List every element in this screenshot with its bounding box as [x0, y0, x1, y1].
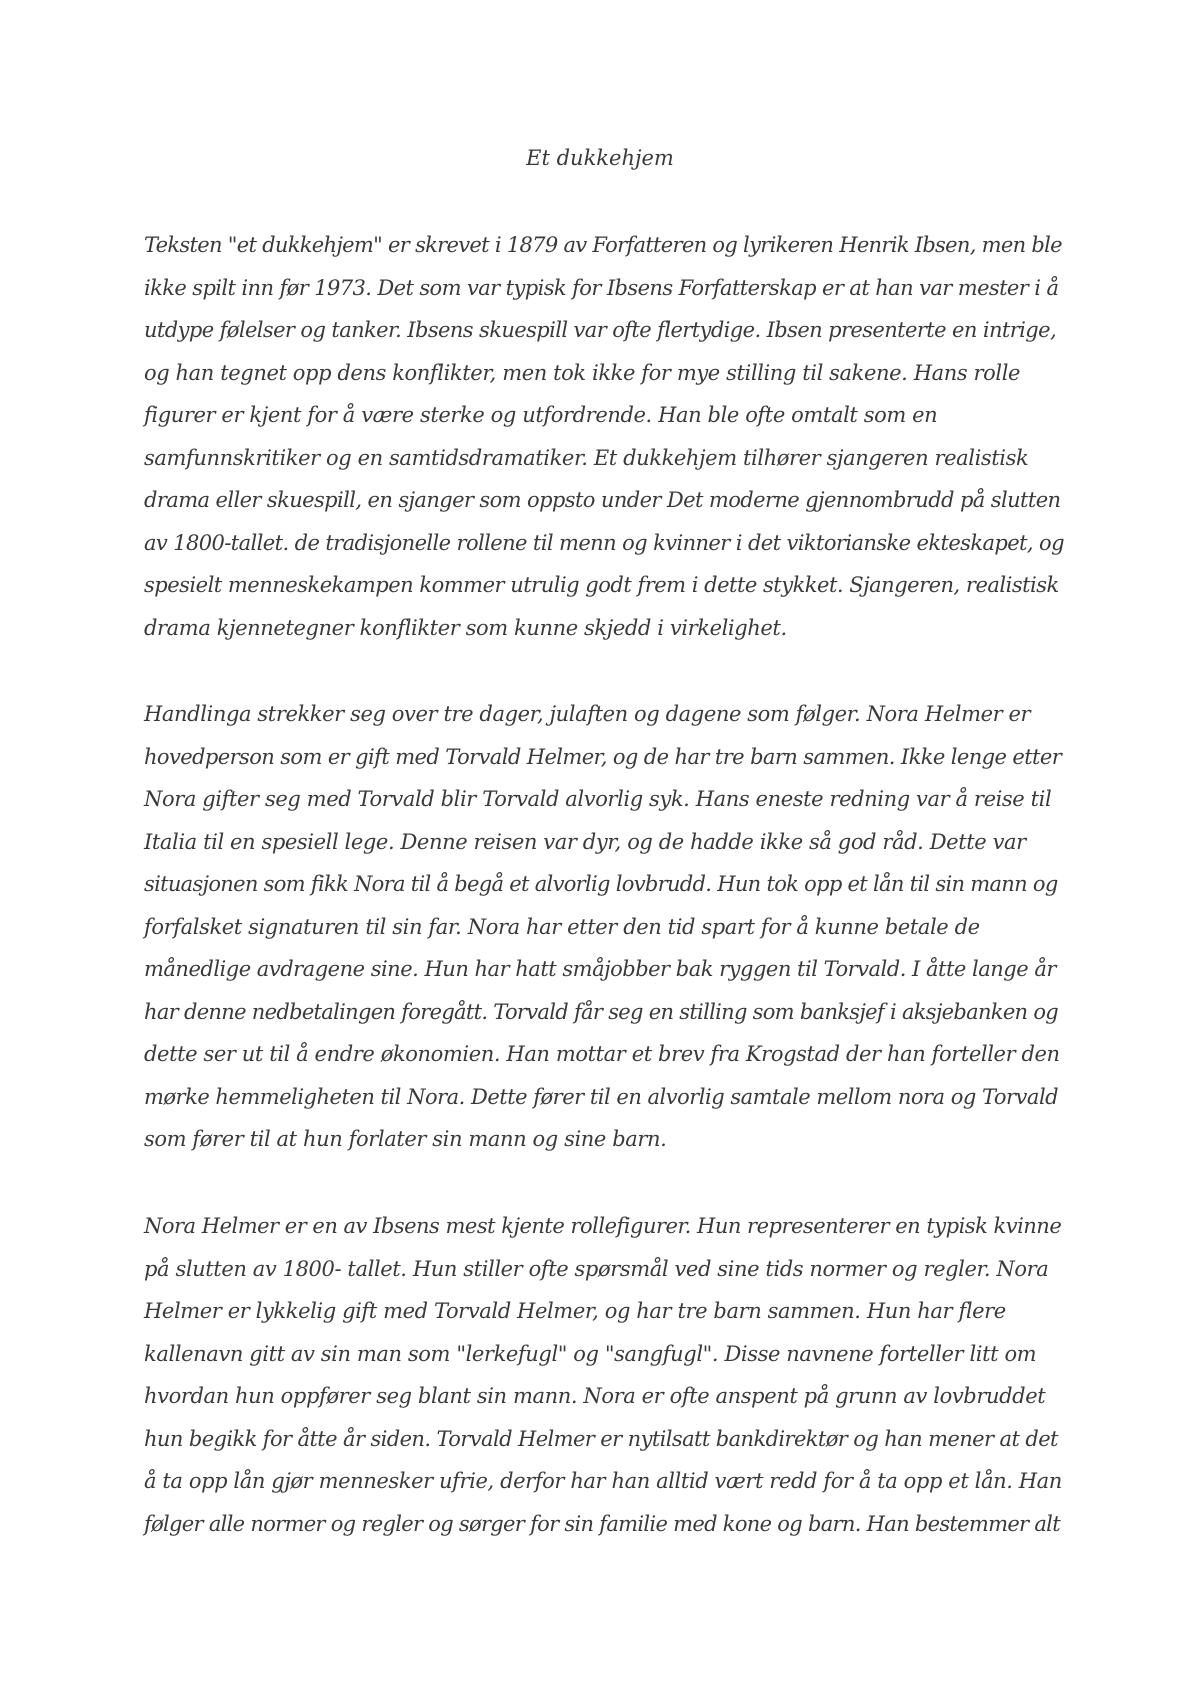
paragraph-line: Italia til en spesiell lege. Denne reisen var dyr, og de hadde ikke så god råd. Dette var	[144, 829, 1026, 854]
paragraph-line: som fører til at hun forlater sin mann og sine barn.	[144, 1127, 667, 1151]
paragraph-line: Handlinga strekker seg over tre dager, julaften og dagene som følger. Nora Helmer er	[144, 702, 1031, 726]
paragraph-line: og han tegnet opp dens konflikter, men tok ikke for mye stilling til sakene. Hans rolle	[144, 360, 1021, 385]
paragraph-1	[144, 224, 1064, 649]
paragraph-line: drama kjennetegner konflikter som kunne skjedd i virkelighet.	[144, 615, 787, 640]
document-title: Et dukkehjem	[526, 146, 674, 170]
paragraph-line: samfunnskritiker og en samtidsdramatiker. Et dukkehjem tilhører sjangeren realistisk	[144, 445, 1029, 470]
paragraph-line: situasjonen som fikk Nora til å begå et alvorlig lovbrudd. Hun tok opp et lån til sin mann og	[144, 872, 1058, 896]
paragraph-line: har denne nedbetalingen foregått. Torvald får seg en stilling som banksjef i aksjebanken og	[144, 999, 1059, 1024]
paragraph-line: av 1800-tallet. de tradisjonelle rollene til menn og kvinner i det viktorianske ekteskapet, og	[144, 530, 1064, 555]
paragraph-line: hun begikk for åtte år siden. Torvald Helmer er nytilsatt bankdirektør og han mener at det	[144, 1426, 1058, 1451]
paragraph-line: utdype følelser og tanker. Ibsens skuespill var ofte flertydige. Ibsen presenterte en intrige,	[144, 318, 1057, 342]
paragraph-line: månedlige avdragene sine. Hun har hatt småjobber bak ryggen til Torvald. I åtte lange år	[144, 957, 1056, 981]
paragraph-line: hvordan hun oppfører seg blant sin mann. Nora er ofte anspent på grunn av lovbruddet	[144, 1384, 1046, 1408]
paragraph-line: spesielt menneskekampen kommer utrulig godt frem i dette stykket. Sjangeren, realistisk	[144, 573, 1059, 597]
paragraph-3	[144, 1205, 1064, 1545]
paragraph-2	[144, 693, 1064, 1161]
paragraph-line: figurer er kjent for å være sterke og utfordrende. Han ble ofte omtalt som en	[144, 403, 938, 427]
paragraph-line: ikke spilt inn før 1973. Det som var typisk for Ibsens Forfatterskap er at han var mester i å	[144, 275, 1059, 300]
paragraph-line: kallenavn gitt av sin man som "lerkefugl" og "sangfugl". Disse navnene forteller litt om	[144, 1341, 1037, 1366]
paragraph-line: Nora gifter seg med Torvald blir Torvald alvorlig syk. Hans eneste redning var å reise til	[144, 787, 1052, 811]
paragraph-line: dette ser ut til å endre økonomien. Han mottar et brev fra Krogstad der han forteller den	[144, 1042, 1060, 1066]
paragraph-line: på slutten av 1800- tallet. Hun stiller ofte spørsmål ved sine tids normer og regler. Nora	[144, 1256, 1049, 1281]
paragraph-line: mørke hemmeligheten til Nora. Dette fører til en alvorlig samtale mellom nora og Torvald	[144, 1084, 1059, 1109]
paragraph-line: følger alle normer og regler og sørger for sin familie med kone og barn. Han bestemmer alt	[144, 1511, 1060, 1536]
paragraph-line: drama eller skuespill, en sjanger som oppsto under Det moderne gjennombrudd på slutten	[144, 488, 1061, 512]
paragraph-line: hovedperson som er gift med Torvald Helmer, og de har tre barn sammen. Ikke lenge etter	[144, 744, 1062, 769]
paragraph-line: Teksten "et dukkehjem" er skrevet i 1879 av Forfatteren og lyrikeren Henrik Ibsen, men ble	[144, 233, 1062, 257]
paragraph-line: Nora Helmer er en av Ibsens mest kjente rollefigurer. Hun representerer en typisk kvinne	[144, 1214, 1062, 1238]
paragraph-line: å ta opp lån gjør mennesker ufrie, derfor har han alltid vært redd for å ta opp et lån. Han	[144, 1469, 1062, 1493]
paragraph-line: Helmer er lykkelig gift med Torvald Helmer, og har tre barn sammen. Hun har flere	[144, 1299, 1006, 1323]
paragraph-line: forfalsket signaturen til sin far. Nora har etter den tid spart for å kunne betale de	[144, 914, 980, 939]
